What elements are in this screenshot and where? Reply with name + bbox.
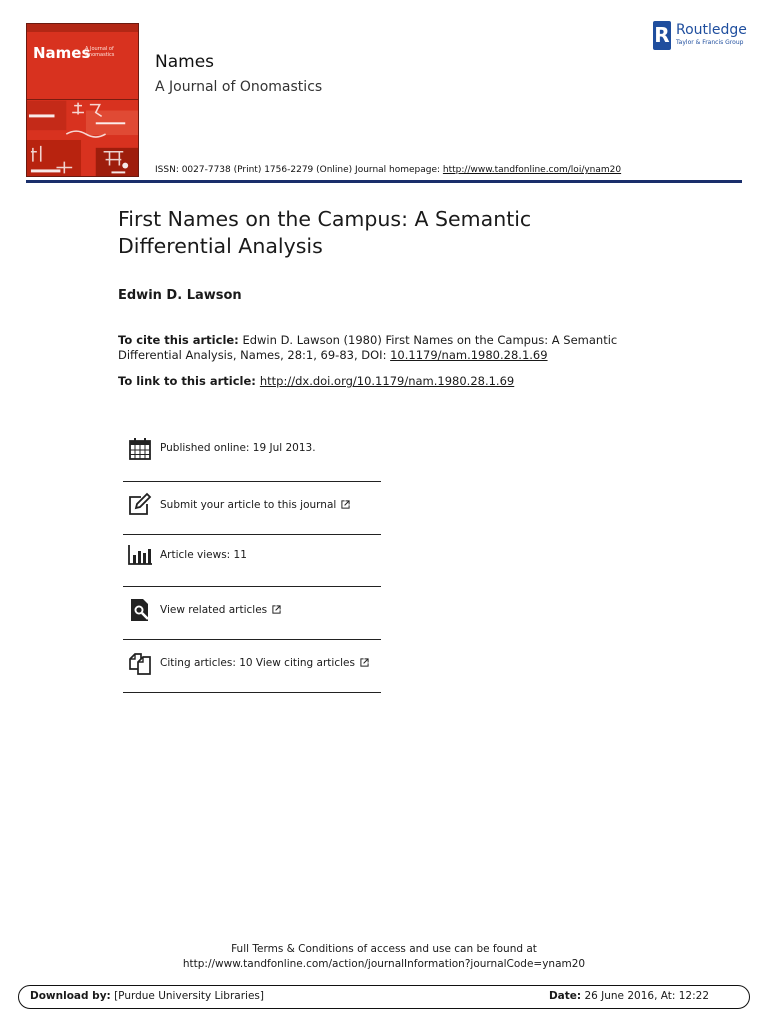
publisher-name: Routledge <box>676 22 747 38</box>
bar-chart-icon <box>127 542 153 568</box>
cite-label: To cite this article: <box>118 333 239 347</box>
terms-url[interactable]: http://www.tandfonline.com/action/journalInformation?journalCode=ynam20 <box>182 958 586 970</box>
external-link-icon <box>341 500 350 509</box>
citation-block <box>118 333 638 363</box>
citing-articles-link[interactable] <box>160 657 369 669</box>
terms-line-1: Full Terms & Conditions of access and use can be found at <box>231 943 537 955</box>
terms-notice <box>0 942 768 972</box>
article-views-row <box>123 535 381 587</box>
related-articles-row[interactable] <box>123 587 381 640</box>
published-online-row <box>123 430 381 482</box>
cite-text: Edwin D. Lawson (1980) First Names on the Campus: A Semantic Differential Analysis, Names, 28:1, 69-83, DOI: <box>118 333 618 362</box>
search-document-icon <box>127 597 153 623</box>
submit-article-row[interactable] <box>123 482 381 535</box>
external-link-icon <box>360 658 369 667</box>
calendar-icon <box>127 436 153 462</box>
journal-subtitle: A Journal of Onomastics <box>155 79 323 95</box>
issn-text: ISSN: 0027-7738 (Print) 1756-2279 (Online) Journal homepage: <box>155 165 443 175</box>
download-label: Download by: <box>30 990 111 1002</box>
cover-subtitle: A Journal of Onomastics <box>85 46 115 58</box>
external-link-icon <box>272 605 281 614</box>
cite-doi-link[interactable]: 10.1179/nam.1980.28.1.69 <box>390 348 548 362</box>
edit-icon <box>127 492 153 518</box>
related-articles-label: View related articles <box>160 604 268 616</box>
journal-homepage-link[interactable]: http://www.tandfonline.com/loi/ynam20 <box>442 165 622 175</box>
submit-article-label: Submit your article to this journal <box>160 499 337 511</box>
date-label: Date: <box>548 990 582 1002</box>
article-info-list <box>123 430 381 693</box>
journal-cover-image <box>26 23 139 177</box>
article-link-block <box>118 374 514 388</box>
download-by <box>30 990 264 1002</box>
journal-name: Names <box>155 52 215 72</box>
submit-article-link[interactable] <box>160 499 350 511</box>
date-value: 26 June 2016, At: 12:22 <box>581 990 709 1002</box>
citing-articles-label: Citing articles: 10 View citing articles <box>160 657 355 669</box>
article-views-text: Article views: 11 <box>160 549 247 561</box>
related-articles-link[interactable] <box>160 604 281 616</box>
download-info-bar <box>18 985 750 1009</box>
cover-artwork <box>27 100 138 177</box>
citing-articles-row[interactable] <box>123 640 381 693</box>
issn-line <box>155 165 621 175</box>
download-value: [Purdue University Libraries] <box>110 990 264 1002</box>
download-date <box>549 990 709 1002</box>
cover-title: Names <box>33 44 91 62</box>
article-title: First Names on the Campus: A Semantic Differential Analysis <box>118 207 532 258</box>
cover-top-band <box>27 24 138 32</box>
publisher-group: Taylor & Francis Group <box>676 39 744 46</box>
documents-icon <box>127 650 153 676</box>
article-doi-link[interactable]: http://dx.doi.org/10.1179/nam.1980.28.1.69 <box>259 374 515 388</box>
routledge-r-icon: R <box>653 21 671 50</box>
routledge-logo <box>653 21 748 51</box>
link-label: To link to this article: <box>118 374 260 388</box>
published-online-text: Published online: 19 Jul 2013. <box>160 442 316 454</box>
header-divider <box>26 180 742 183</box>
article-author: Edwin D. Lawson <box>118 288 242 303</box>
